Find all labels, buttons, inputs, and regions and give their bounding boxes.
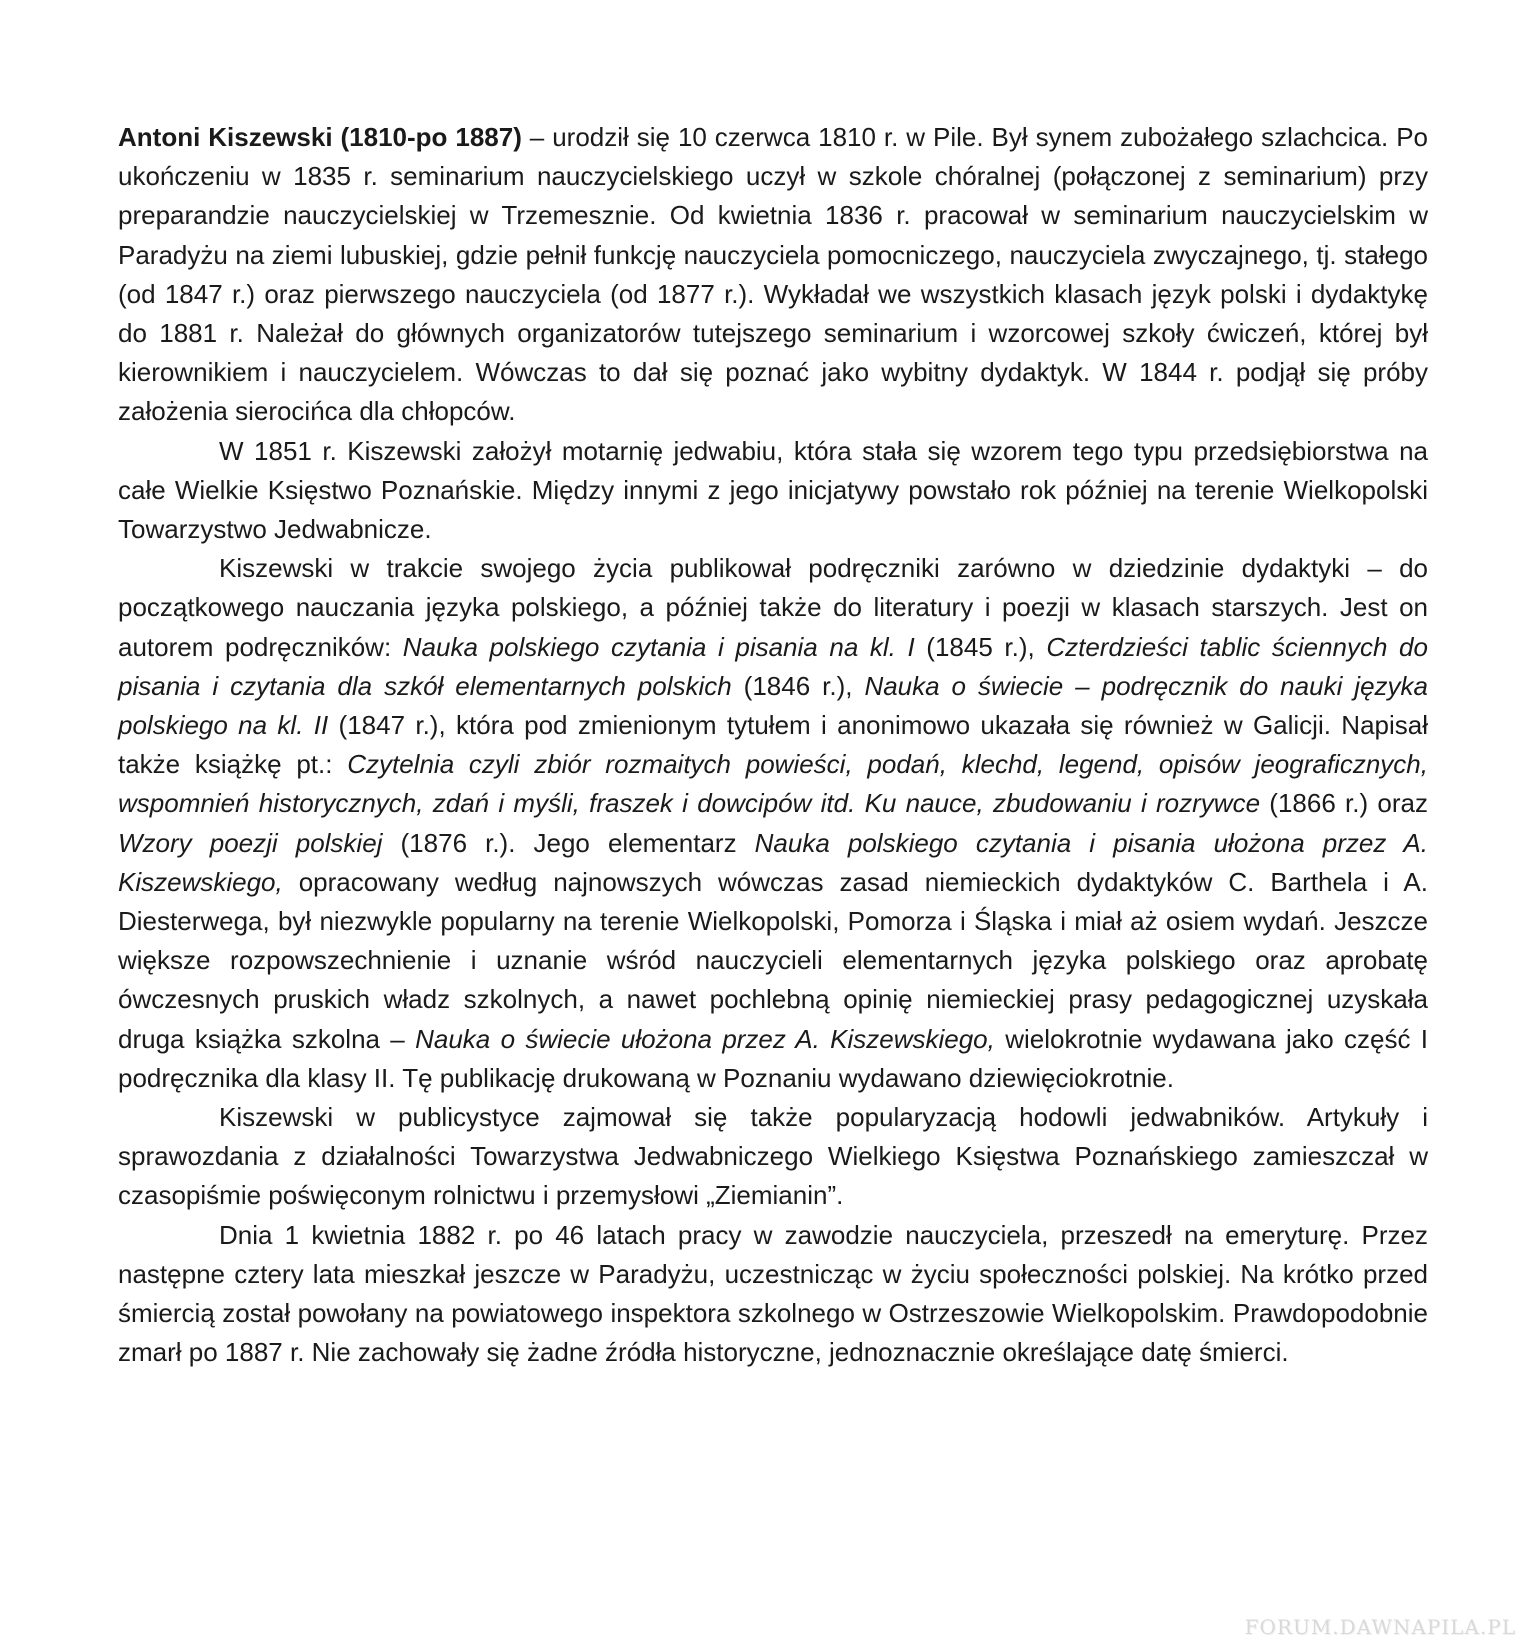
- paragraph-text: (1866 r.) oraz: [1260, 788, 1429, 819]
- book-title: Nauka polskiego czytania i pisania ułożona przez A. Kiszewskiego,: [118, 827, 1428, 897]
- book-title: Czytelnia czyli zbiór rozmaitych powieści, podań, klechd, legend, opisów jeograficznych, wspomnień historycznych, zdań i myśli, fraszek i dowcipów itd. Ku nauce, zbudowaniu i rozrywce: [118, 749, 1428, 819]
- paragraph-retirement: Dnia 1 kwietnia 1882 r. po 46 latach pracy w zawodzie nauczyciela, przeszedł na emeryturę. Przez następne cztery lata mieszkał jeszcze w Paradyżu, uczestnicząc w życiu społeczności polskiej. Na krótko przed śmiercią został powołany na powiatowego inspektora szkolnego w Ostrzeszowie Wielkopolskim. Prawdopodobnie zmarł po 1887 r. Nie zachowały się żadne źródła historyczne, jednoznacznie określające datę śmierci.: [118, 1219, 1428, 1368]
- paragraph-text: opracowany według najnowszych wówczas zasad niemieckich dydaktyków C. Barthela i A. Diesterwega, był niezwykle popularny na terenie Wielkopolski, Pomorza i Śląska i miał aż osiem wydań. Jeszcze większe rozpowszechnienie i uznanie wśród nauczycieli elementarnych języka polskiego oraz aprobatę ówczesnych pruskich władz szkolnych, a nawet pochlebną opinię niemieckiej prasy pedagogicznej uzyskała druga książka szkolna –: [118, 866, 1428, 1054]
- person-name-heading: Antoni Kiszewski (1810-po 1887): [118, 122, 522, 152]
- book-title: Wzory poezji polskiej: [118, 827, 383, 858]
- paragraph-text: (1847 r.), która pod zmienionym tytułem i anonimowo ukazała się również w Galicji. Napisał także książkę pt.:: [118, 710, 1428, 780]
- site-watermark: FORUM.DAWNAPILA.PL: [1244, 1615, 1516, 1639]
- book-title: Nauka o świecie – podręcznik do nauki języka polskiego na kl. II: [118, 670, 1428, 741]
- paragraph-textbooks: [118, 549, 1428, 1098]
- paragraph-text: wielokrotnie wydawana jako część I podręcznika dla klasy II. Tę publikację drukowaną w Poznaniu wydawano dziewięciokrotnie.: [118, 1023, 1428, 1093]
- book-title: Nauka o świecie ułożona przez A. Kiszewskiego,: [415, 1023, 995, 1054]
- paragraph-text: (1845 r.),: [914, 631, 1047, 662]
- paragraph-intro: [118, 118, 1428, 432]
- paragraph-text: (1846 r.),: [731, 670, 865, 701]
- paragraph-publicism: Kiszewski w publicystyce zajmował się także popularyzacją hodowli jedwabników. Artykuły i sprawozdania z działalności Towarzystwa Jedwabniczego Wielkiego Księstwa Poznańskiego zamieszczał w czasopiśmie poświęconym rolnictwu i przemysłowi „Ziemianin”.: [118, 1102, 1428, 1211]
- book-title: Czterdzieści tablic ściennych do pisania i czytania dla szkół elementarnych polskich: [118, 631, 1428, 701]
- paragraph-silk-mill: W 1851 r. Kiszewski założył motarnię jedwabiu, która stała się wzorem tego typu przedsiębiorstwa na całe Wielkie Księstwo Poznańskie. Między innymi z jego inicjatywy powstało rok później na terenie Wielkopolski Towarzystwo Jedwabnicze.: [118, 435, 1428, 545]
- paragraph-text: – urodził się 10 czerwca 1810 r. w Pile. Był synem zubożałego szlachcica. Po ukończeniu w 1835 r. seminarium nauczycielskiego uczył w szkole chóralnej (połączonej z seminarium) przy preparandzie nauczycielskiej w Trzemesznie. Od kwietnia 1836 r. pracował w seminarium nauczycielskim w Paradyżu na ziemi lubuskiej, gdzie pełnił funkcję nauczyciela pomocniczego, nauczyciela zwyczajnego, tj. stałego (od 1847 r.) oraz pierwszego nauczyciela (od 1877 r.). Wykładał we wszystkich klasach język polski i dydaktykę do 1881 r. Należał do głównych organizatorów tutejszego seminarium i wzorcowej szkoły ćwiczeń, której był kierownikiem i nauczycielem. Wówczas to dał się poznać jako wybitny dydaktyk. W 1844 r. podjął się próby założenia sierocińca dla chłopców.: [118, 122, 1428, 427]
- book-title: Nauka polskiego czytania i pisania na kl. I: [402, 631, 915, 662]
- paragraph-text: Kiszewski w trakcie swojego życia publikował podręczniki zarówno w dziedzinie dydaktyki – do początkowego nauczania języka polskiego, a później także do literatury i poezji w klasach starszych. Jest on autorem podręczników:: [118, 553, 1428, 662]
- document-body: [118, 118, 1428, 1373]
- paragraph-text: (1876 r.). Jego elementarz: [382, 827, 755, 858]
